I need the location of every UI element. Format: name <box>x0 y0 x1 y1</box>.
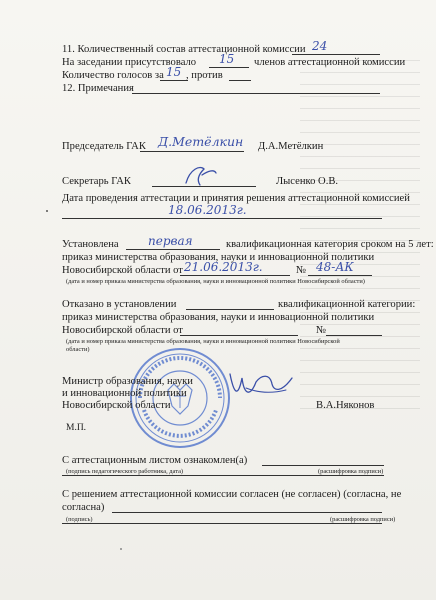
votes-against-label: , против <box>186 70 223 81</box>
votes-for-value: 15 <box>166 65 182 79</box>
votes-for-underline <box>160 80 188 81</box>
refused-order-date-underline <box>180 335 298 336</box>
commission-count-value: 24 <box>312 39 328 53</box>
commission-count-label: 11. Количественный состав аттестационной комиссии <box>62 44 306 55</box>
chairman-name: Д.А.Метёлкин <box>258 141 324 152</box>
refused-prefix: Отказано в установлении <box>62 299 177 310</box>
established-suffix: квалификационная категория сроком на 5 лет: <box>226 239 434 250</box>
familiarization-underline <box>262 465 384 466</box>
agreement-line1: С решением аттестационной комиссии согласен (не согласен) (согласна, не <box>62 489 402 500</box>
votes-prefix: Количество голосов за <box>62 70 164 81</box>
familiarization-caption-right: (расшифровка подписи) <box>318 468 384 475</box>
notes-label: 12. Примечания <box>62 83 134 94</box>
established-category: первая <box>148 234 193 248</box>
agreement-caption-left: (подпись) <box>66 516 93 523</box>
refused-number-label: № <box>316 325 327 336</box>
secretary-name: Лысенко О.В. <box>276 176 339 187</box>
secretary-signature <box>180 163 220 189</box>
established-region-prefix: Новосибирской области от <box>62 265 183 276</box>
refused-region-prefix: Новосибирской области от <box>62 325 183 336</box>
refused-caption-line1: (дата и номер приказа министерства образования, науки и инновационной политики Новосибирской <box>66 338 340 345</box>
refused-caption-line2: области) <box>66 346 90 353</box>
present-suffix: членов аттестационной комиссии <box>254 57 406 68</box>
established-caption: (дата и номер приказа министерства образования, науки и инновационной политики Новосибирской области) <box>66 278 365 285</box>
attestation-date-label: Дата проведения аттестации и принятия решения аттестационной комиссией <box>62 193 410 204</box>
stamp-place-label: М.П. <box>66 423 87 433</box>
present-underline <box>209 67 249 68</box>
established-order-number: 48-АК <box>316 260 354 274</box>
minister-title-line3: Новосибирской области <box>62 400 171 411</box>
attestation-date-underline <box>62 218 382 219</box>
established-order-number-underline <box>308 275 372 276</box>
present-value: 15 <box>219 52 235 66</box>
established-order-line: приказ министерства образования, науки и инновационной политики <box>62 252 375 263</box>
refused-suffix: квалификационной категории: <box>278 299 416 310</box>
established-number-label: № <box>296 265 307 276</box>
chairman-signature-line <box>140 151 244 152</box>
category-underline <box>126 249 220 250</box>
minister-title-line2: и инновационной политики <box>62 388 187 399</box>
refused-category-underline <box>186 309 274 310</box>
refused-order-number-underline <box>326 335 382 336</box>
minister-title-line1: Министр образования, науки <box>62 376 193 387</box>
agreement-caption-right: (расшифровка подписи) <box>330 516 396 523</box>
scan-speck <box>46 210 48 212</box>
established-prefix: Установлена <box>62 239 119 250</box>
minister-name: В.А.Няконов <box>316 400 375 411</box>
commission-count-underline <box>292 54 380 55</box>
familiarization-label: С аттестационным листом ознакомлен(а) <box>62 455 248 466</box>
present-prefix: На заседании присутствовало <box>62 57 197 68</box>
agreement-underline <box>112 512 382 513</box>
refused-order-line: приказ министерства образования, науки и инновационной политики <box>62 312 375 323</box>
familiarization-caption-left: (подпись педагогического работника, дата) <box>66 468 184 475</box>
established-order-date: 21.06.2013г. <box>184 260 263 274</box>
attestation-date-value: 18.06.2013г. <box>168 203 247 217</box>
notes-underline <box>132 93 380 94</box>
chairman-signature: Д.Метёлкин <box>158 134 244 149</box>
chairman-label: Председатель ГАК <box>62 141 146 152</box>
minister-signature <box>226 364 296 404</box>
agreement-line2: согласна) <box>62 502 105 513</box>
scan-speck-lower <box>120 548 122 550</box>
established-order-date-underline <box>180 275 290 276</box>
secretary-label: Секретарь ГАК <box>62 176 131 187</box>
votes-against-underline <box>229 80 251 81</box>
